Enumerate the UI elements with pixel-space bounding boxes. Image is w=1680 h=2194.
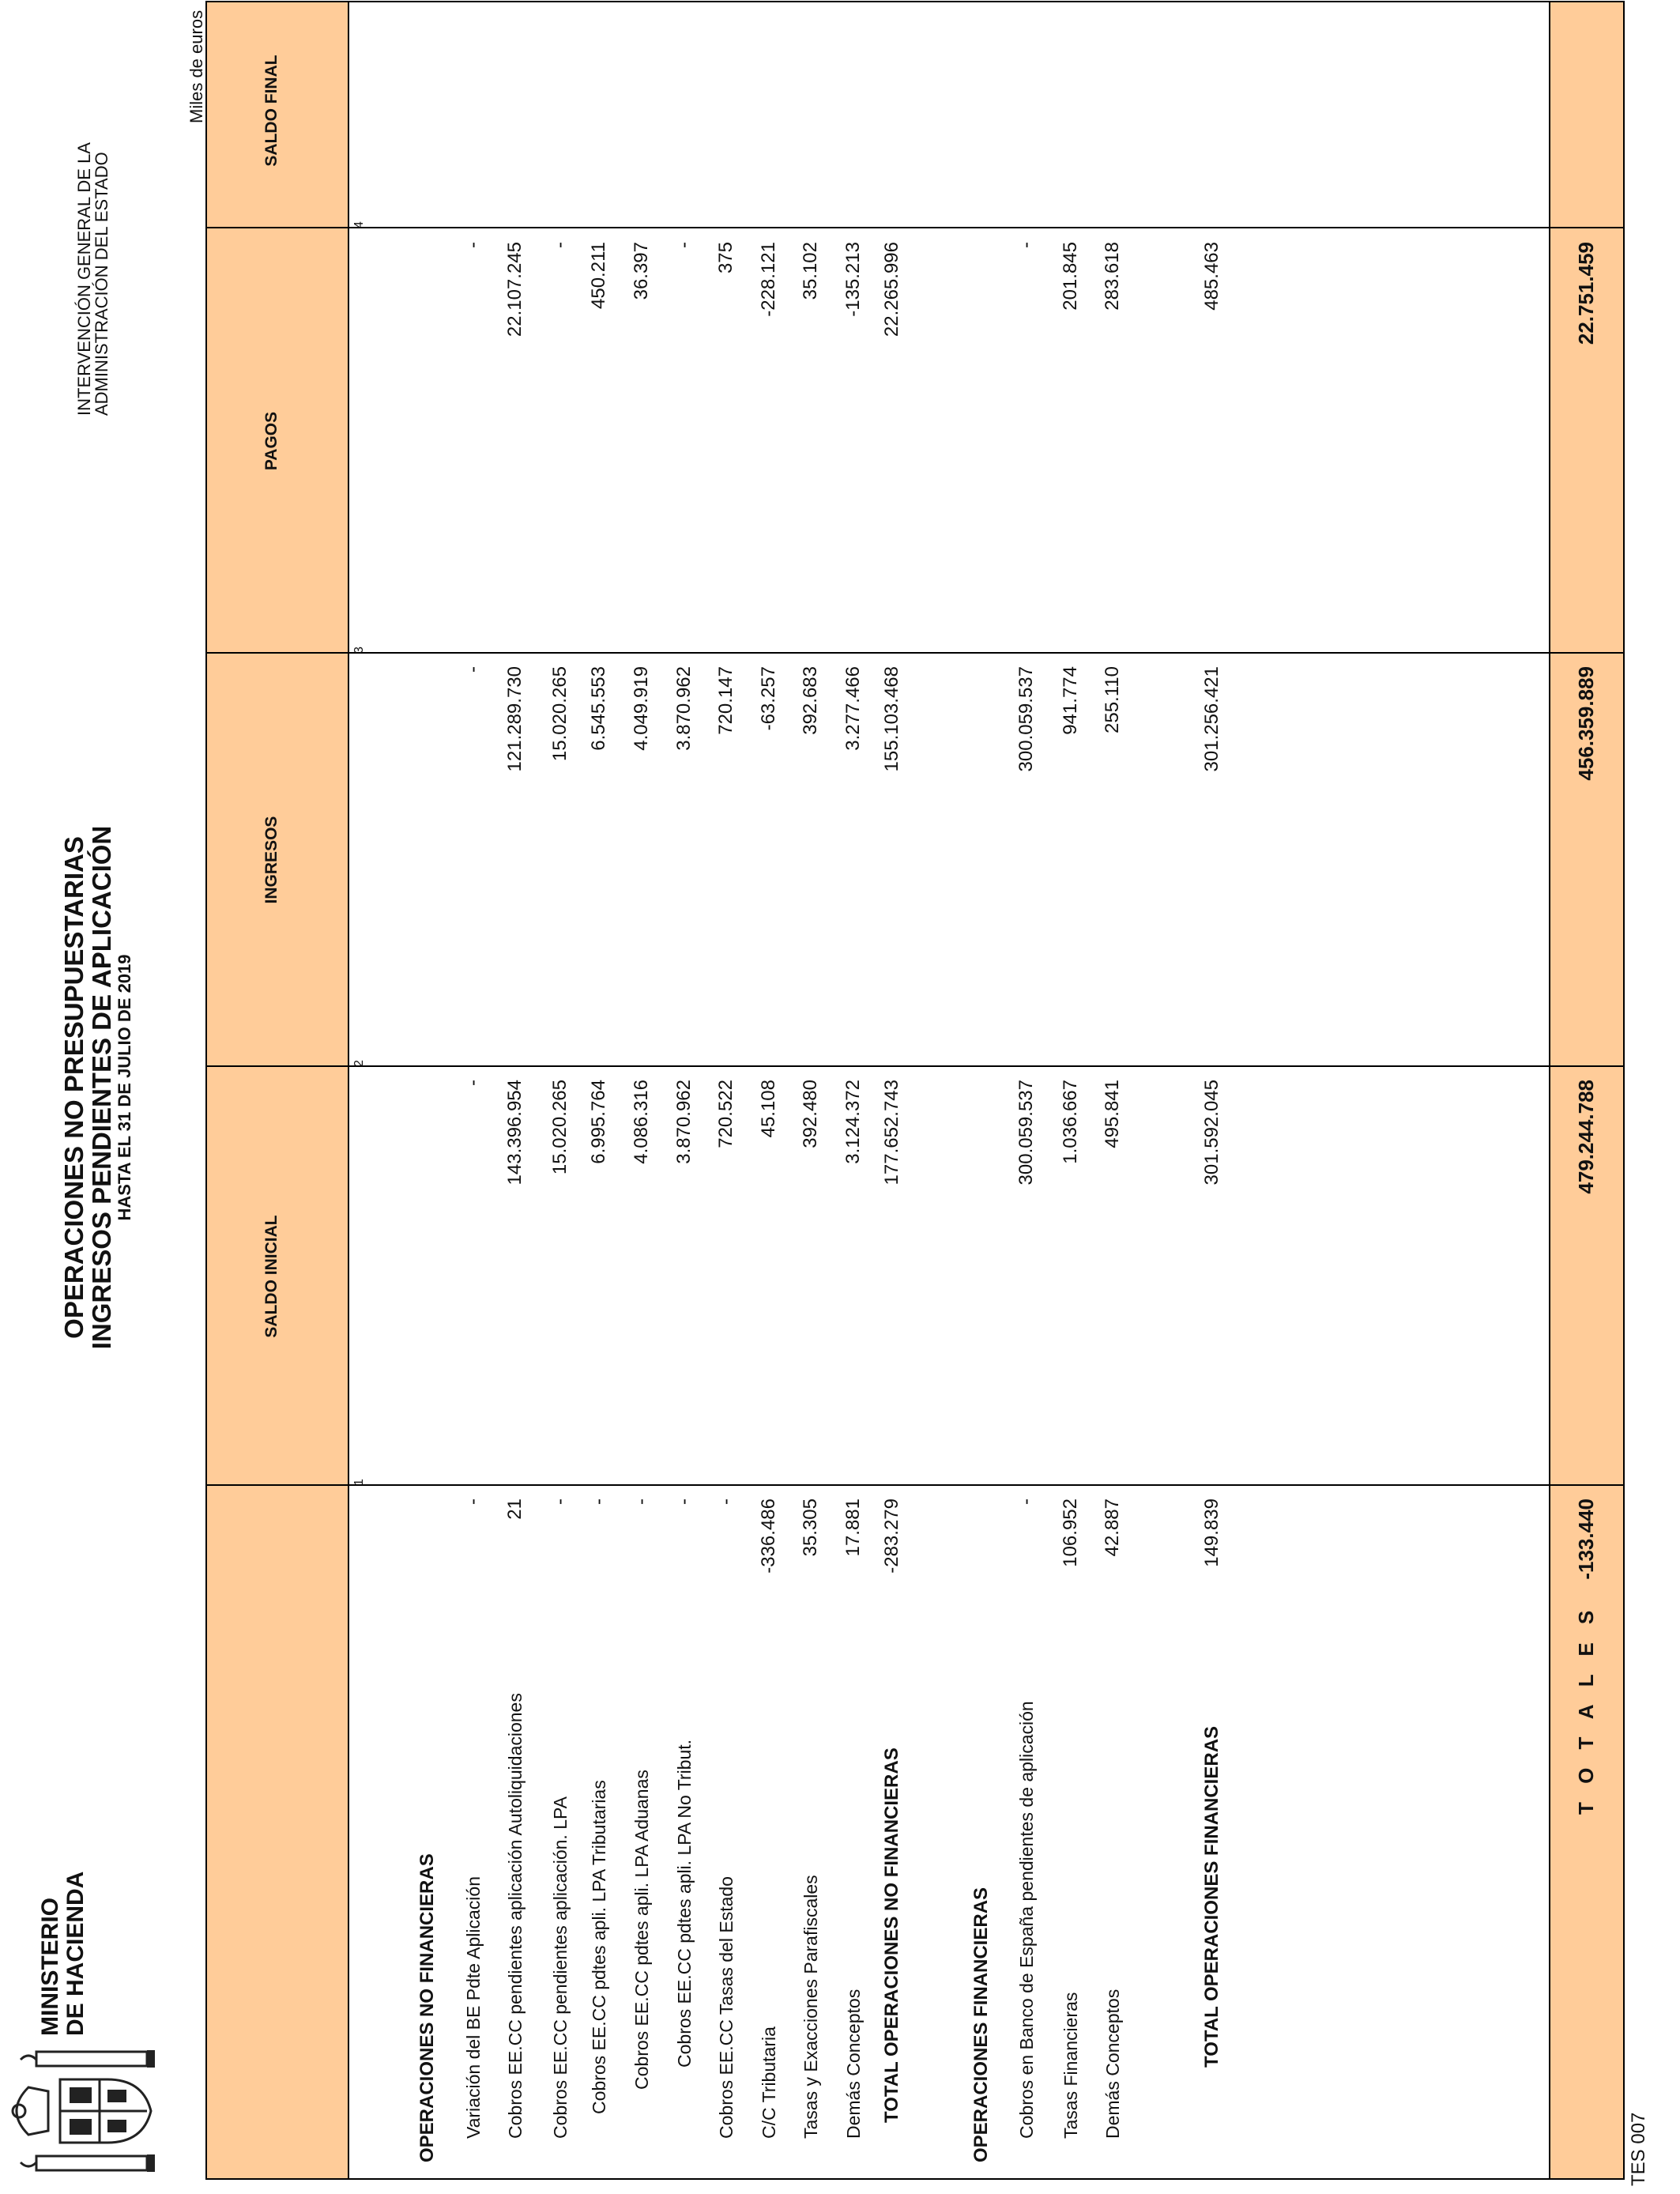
table-cell: 4.049.919 bbox=[631, 666, 652, 751]
totals-divider bbox=[1549, 2, 1550, 2178]
table-cell: - bbox=[462, 1080, 484, 1086]
table-cell: - bbox=[631, 1498, 652, 1505]
table-cell: - bbox=[673, 1498, 695, 1505]
table-cell: 22.107.245 bbox=[504, 242, 525, 337]
table-cell: 941.774 bbox=[1060, 666, 1081, 735]
igae-label bbox=[74, 142, 111, 416]
table-cell: 3.870.962 bbox=[673, 666, 695, 751]
table-cell: 17.881 bbox=[842, 1498, 864, 1557]
title-line-2: INGRESOS PENDIENTES DE APLICACIÓN bbox=[87, 825, 116, 1350]
column-header-saldo-final: SALDO FINAL bbox=[262, 55, 281, 167]
table-cell: 21 bbox=[504, 1498, 525, 1520]
table-cell: 720.522 bbox=[715, 1080, 736, 1148]
table-cell: 300.059.537 bbox=[1015, 666, 1037, 772]
row-label: Tasas y Exacciones Parafiscales bbox=[800, 1875, 821, 2139]
table-cell: 6.995.764 bbox=[588, 1080, 609, 1164]
igae-line-2: ADMINISTRACIÓN DEL ESTADO bbox=[92, 152, 111, 416]
data-table bbox=[205, 1, 1625, 2180]
units-label: Miles de euros bbox=[186, 9, 206, 123]
table-cell: 15.020.265 bbox=[549, 1080, 571, 1175]
table-cell: 720.147 bbox=[715, 666, 736, 735]
row-label: Demás Conceptos bbox=[843, 1989, 864, 2139]
report-title bbox=[60, 692, 134, 1483]
table-cell: - bbox=[462, 666, 484, 673]
row-label: Cobros EE.CC Tasas del Estado bbox=[716, 1876, 736, 2139]
totals-saldo-inicial: -133.440 bbox=[1574, 1498, 1598, 1580]
row-label: Tasas Financieras bbox=[1060, 1992, 1081, 2139]
table-cell: - bbox=[549, 1498, 571, 1505]
table-cell: 121.289.730 bbox=[504, 666, 525, 772]
row-label: Cobros EE.CC pdtes apli. LPA Aduanas bbox=[631, 1770, 652, 2090]
table-cell: - bbox=[1015, 1498, 1037, 1505]
totals-pagos: 456.359.889 bbox=[1574, 666, 1598, 781]
table-cell: - bbox=[715, 1498, 736, 1505]
ministry-name bbox=[38, 1872, 89, 2036]
table-cell: 15.020.265 bbox=[549, 666, 571, 762]
column-number: 1 bbox=[352, 1479, 366, 1486]
row-label: Demás Conceptos bbox=[1102, 1989, 1123, 2139]
title-line-1: OPERACIONES NO PRESUPUESTARIAS bbox=[59, 836, 89, 1339]
subtotal-label: TOTAL OPERACIONES FINANCIERAS bbox=[1201, 1725, 1222, 2068]
totals-ingresos: 479.244.788 bbox=[1574, 1080, 1598, 1194]
table-cell: 35.305 bbox=[800, 1498, 821, 1557]
subtotal-label: TOTAL OPERACIONES NO FINANCIERAS bbox=[881, 1747, 902, 2123]
table-cell: - bbox=[549, 242, 571, 248]
row-label: Cobros EE.CC pendientes aplicación. LPA bbox=[550, 1796, 571, 2139]
row-label: C/C Tributaria bbox=[759, 2026, 779, 2139]
table-cell: - bbox=[462, 242, 484, 248]
column-divider bbox=[207, 227, 1623, 228]
table-cell: 301.592.045 bbox=[1201, 1080, 1222, 1186]
table-cell: 495.841 bbox=[1102, 1080, 1123, 1148]
column-number: 2 bbox=[352, 1060, 366, 1067]
ministry-line-2: DE HACIENDA bbox=[62, 1871, 89, 2036]
table-cell: 485.463 bbox=[1201, 242, 1222, 311]
table-cell: 450.211 bbox=[588, 242, 609, 309]
header-divider bbox=[348, 2, 349, 2178]
table-cell: -283.279 bbox=[881, 1498, 902, 1574]
table-cell: 301.256.421 bbox=[1201, 666, 1222, 772]
table-cell: 35.102 bbox=[800, 242, 821, 300]
table-cell: 3.870.962 bbox=[673, 1080, 695, 1164]
row-label: Cobros EE.CC pendientes aplicación Autoliquidaciones bbox=[505, 1693, 525, 2139]
table-cell: 45.108 bbox=[758, 1080, 779, 1138]
table-cell: 201.845 bbox=[1060, 242, 1081, 311]
table-cell: 392.683 bbox=[800, 666, 821, 735]
table-cell: 143.396.954 bbox=[504, 1080, 525, 1186]
totals-saldo-final: 22.751.459 bbox=[1574, 242, 1598, 345]
table-cell: 155.103.468 bbox=[881, 666, 902, 772]
table-cell: -336.486 bbox=[758, 1498, 779, 1574]
table-cell: 375 bbox=[715, 242, 736, 274]
table-cell: 106.952 bbox=[1060, 1498, 1081, 1567]
row-label: Cobros EE.CC pdtes apli. LPA Tributarias bbox=[589, 1780, 609, 2114]
table-cell: -63.257 bbox=[758, 666, 779, 731]
table-cell: - bbox=[1015, 242, 1037, 248]
table-cell: 3.124.372 bbox=[842, 1080, 864, 1164]
table-cell: 36.397 bbox=[631, 242, 652, 300]
table-cell: 4.086.316 bbox=[631, 1080, 652, 1164]
table-cell: 6.545.553 bbox=[588, 666, 609, 751]
column-number: 4 bbox=[352, 221, 366, 228]
table-cell: 42.887 bbox=[1102, 1498, 1123, 1557]
column-header-pagos: PAGOS bbox=[262, 411, 281, 471]
column-header-saldo-inicial: SALDO INICIAL bbox=[262, 1215, 281, 1338]
title-line-3: HASTA EL 31 DE JULIO DE 2019 bbox=[115, 954, 134, 1221]
table-cell: -135.213 bbox=[842, 242, 864, 317]
table-cell: 300.059.537 bbox=[1015, 1080, 1037, 1186]
column-header-ingresos: INGRESOS bbox=[262, 816, 281, 904]
table-cell: 3.277.466 bbox=[842, 666, 864, 751]
section-heading: OPERACIONES NO FINANCIERAS bbox=[416, 1853, 438, 2162]
table-cell: -228.121 bbox=[758, 242, 779, 317]
column-divider bbox=[207, 1484, 1623, 1486]
table-cell: 22.265.996 bbox=[881, 242, 902, 337]
table-cell: 283.618 bbox=[1102, 242, 1123, 311]
column-divider bbox=[207, 652, 1623, 654]
row-label: Cobros EE.CC pdtes apli. LPA No Tribut. bbox=[674, 1739, 695, 2068]
section-heading: OPERACIONES FINANCIERAS bbox=[970, 1887, 992, 2162]
ministry-line-1: MINISTERIO bbox=[37, 1897, 63, 2036]
table-cell: 392.480 bbox=[800, 1080, 821, 1148]
table-cell: - bbox=[673, 242, 695, 248]
table-cell: 255.110 bbox=[1102, 666, 1123, 733]
totals-label: T O T A L E S bbox=[1574, 1604, 1598, 1815]
report-code: TES 007 bbox=[1628, 2112, 1649, 2186]
igae-line-1: INTERVENCIÓN GENERAL DE LA bbox=[74, 142, 94, 416]
column-number: 3 bbox=[352, 647, 366, 654]
table-cell: 1.036.667 bbox=[1060, 1080, 1081, 1164]
table-cell: - bbox=[462, 1498, 484, 1505]
table-cell: 149.839 bbox=[1201, 1498, 1222, 1567]
table-cell: 177.652.743 bbox=[881, 1080, 902, 1186]
table-cell: - bbox=[588, 1498, 609, 1505]
column-divider bbox=[207, 1065, 1623, 1067]
row-label: Variación del BE Pdte Aplicación bbox=[463, 1876, 484, 2139]
row-label: Cobros en Banco de España pendientes de aplicación bbox=[1016, 1701, 1037, 2139]
spain-coat-of-arms-icon bbox=[5, 2044, 163, 2178]
